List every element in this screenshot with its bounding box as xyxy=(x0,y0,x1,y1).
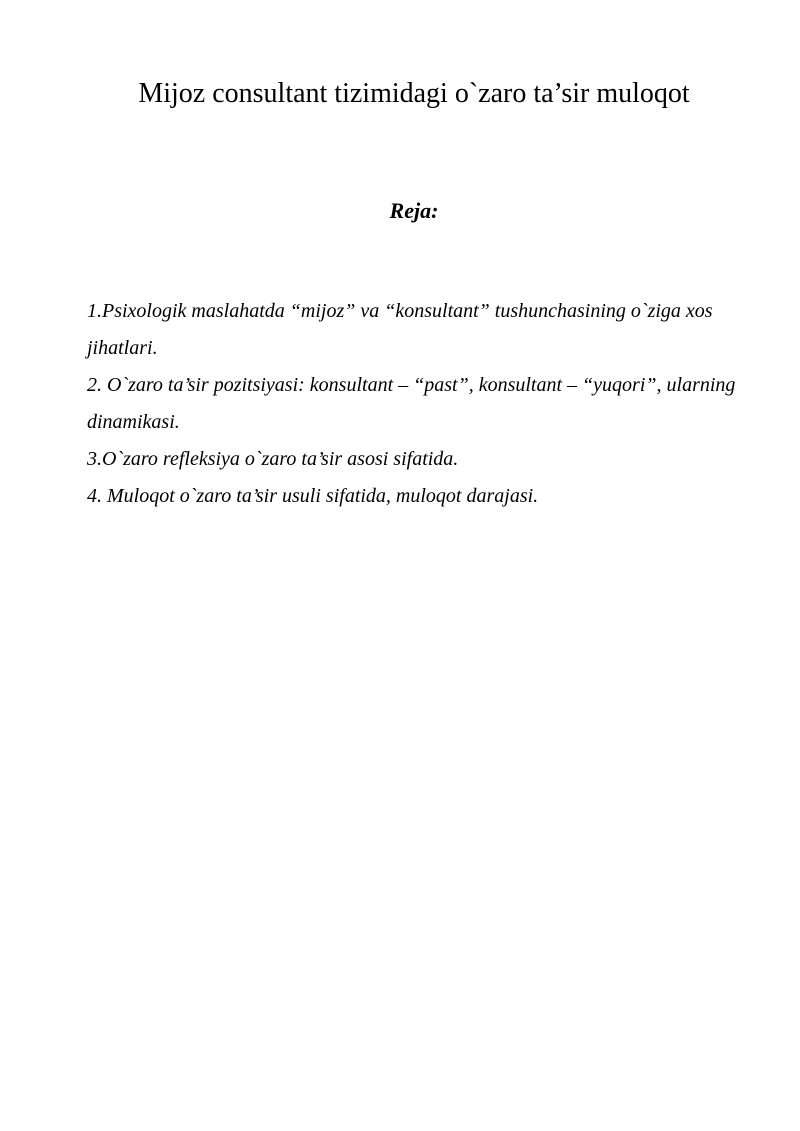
plan-item: 4. Muloqot o`zaro ta’sir usuli sifatida, muloqot darajasi. xyxy=(87,485,539,507)
plan-item: 1.Psixologik maslahatda “mijoz” va “konsultant” tushunchasining o`ziga xos jihatlari. xyxy=(87,300,713,359)
plan-heading: Reja: xyxy=(389,198,439,223)
plan-item: 2. O`zaro ta’sir pozitsiyasi: konsultant – “past”, konsultant – “yuqori”, ularning dinamikasi. xyxy=(87,374,736,433)
plan-item: 3.O`zaro refleksiya o`zaro ta’sir asosi sifatida. xyxy=(87,448,459,470)
document-title: Mijoz consultant tizimidagi o`zaro ta’sir muloqot xyxy=(138,78,690,109)
plan-list xyxy=(87,293,747,515)
